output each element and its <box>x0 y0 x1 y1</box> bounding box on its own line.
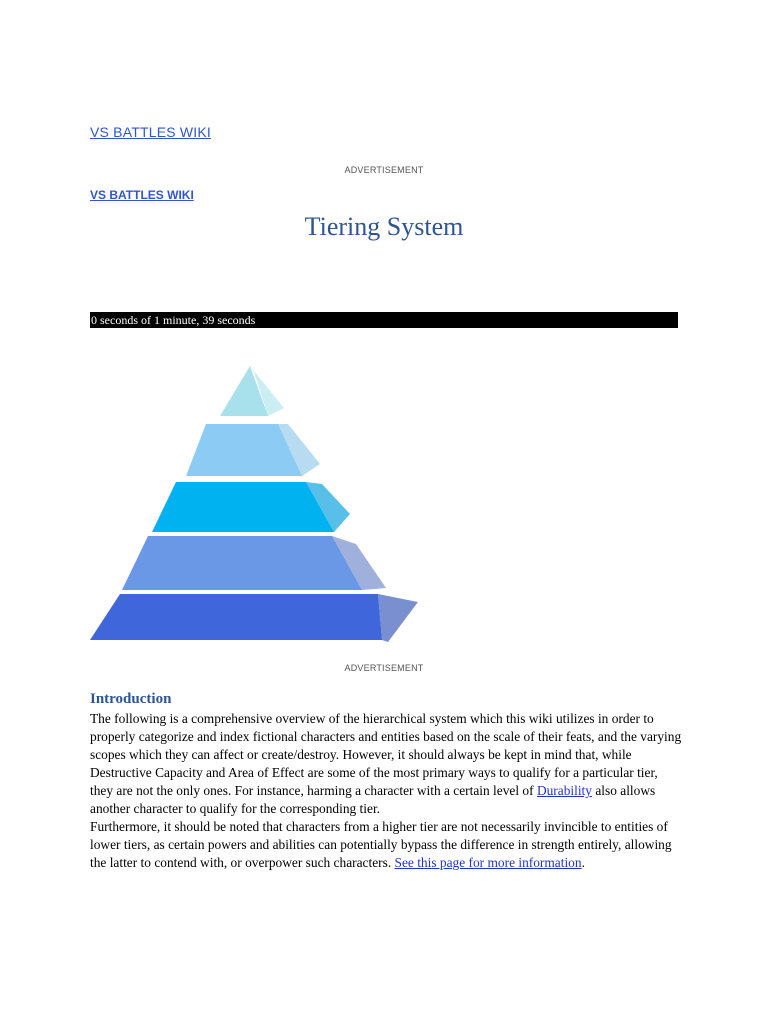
site-link[interactable]: VS BATTLES WIKI <box>90 124 211 140</box>
pyramid-tier-5-front <box>90 594 382 640</box>
intro-p2-end: . <box>581 855 585 870</box>
section-heading-introduction: Introduction <box>90 691 172 707</box>
page-title: Tiering System <box>304 212 464 241</box>
tier-pyramid-image <box>88 362 428 644</box>
intro-p1-start: The following is a comprehensive overview of the hierarchical system which this wiki utilizes in order to properly categorize and index fictional characters and entities based on the scale of their feats, and the varying scopes which they can affect or create/destroy. However, it should always be kept in mind that, while Destructive Capacity and Area of Effect are some of the most primary ways to qualify for a particular tier, they are not the only ones. For instance, harming a character with a certain level of <box>90 711 682 798</box>
durability-link[interactable]: Durability <box>536 783 592 798</box>
intro-p1-end: also allows another character to qualify for the corresponding tier. <box>90 783 656 816</box>
intro-p2-start: Furthermore, it should be noted that characters from a higher tier are not necessarily invincible to entities of lower tiers, as certain powers and abilities can potentially bypass the difference in strength entirely, allowing the latter to contend with, or overpower such characters. <box>90 819 672 870</box>
introduction-text <box>90 710 682 872</box>
pyramid-tier-4-front <box>122 536 362 590</box>
advertisement-label: ADVERTISEMENT <box>344 165 424 175</box>
pyramid-tier-3-front <box>152 482 334 532</box>
video-time-caption: 0 seconds of 1 minute, 39 seconds <box>91 313 256 327</box>
pyramid-tier-5-side <box>378 594 418 642</box>
site-link-bold[interactable]: VS BATTLES WIKI <box>90 188 194 202</box>
see-this-page-link[interactable]: See this page for more information <box>394 855 582 870</box>
video-player-bar[interactable] <box>90 312 678 328</box>
advertisement-label-2: ADVERTISEMENT <box>344 663 424 673</box>
